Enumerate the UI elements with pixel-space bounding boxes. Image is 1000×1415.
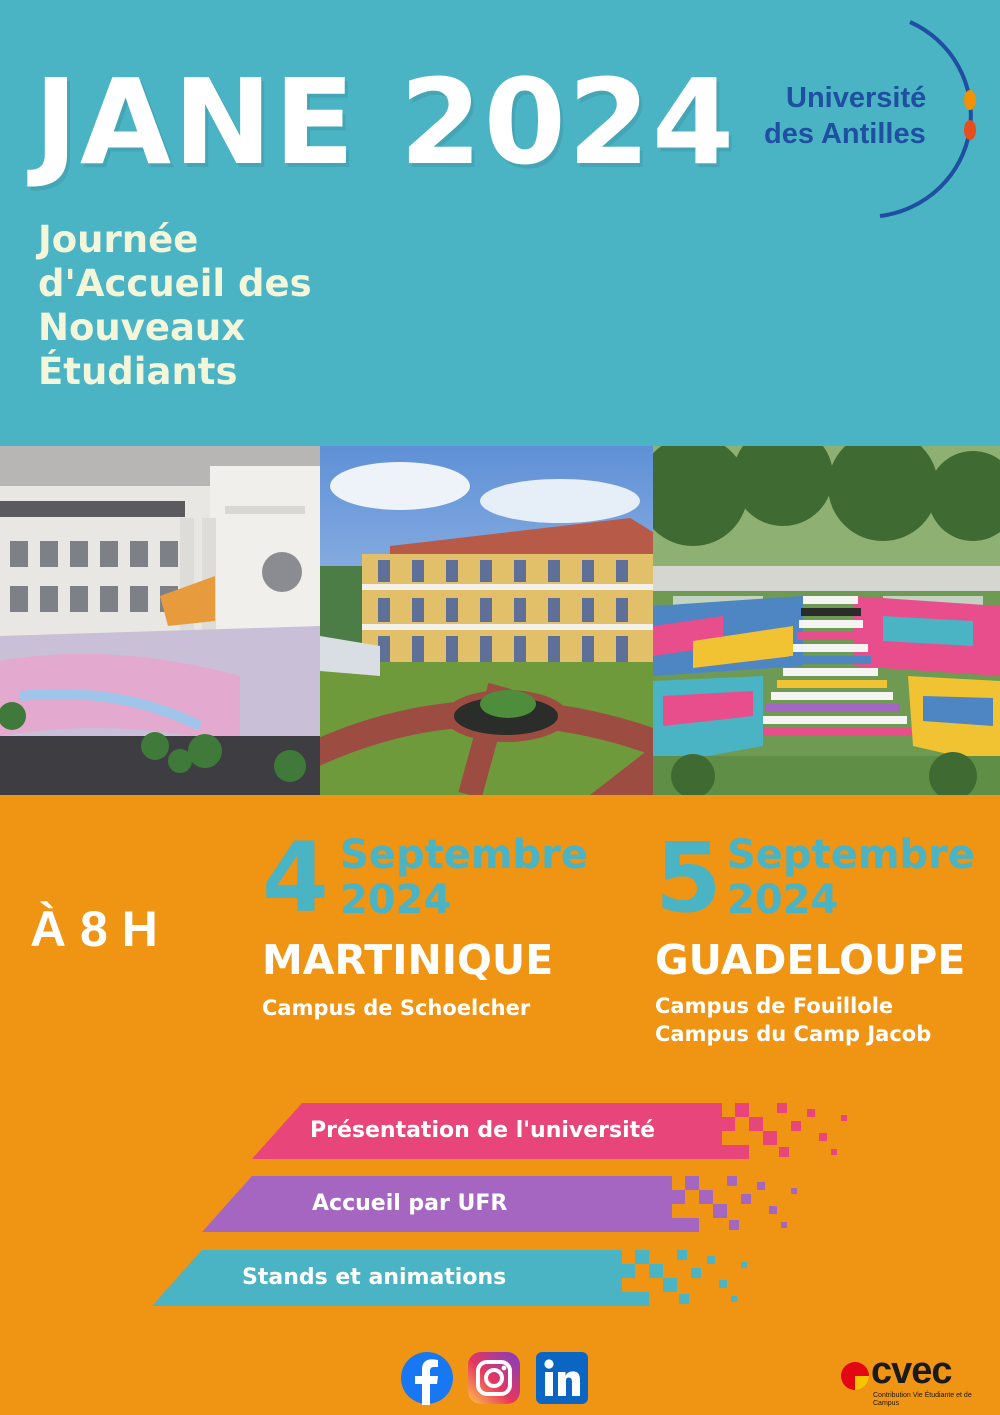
- pixel-trail-icon: [707, 1103, 852, 1159]
- program-label: Stands et animations: [242, 1265, 507, 1290]
- event-year: 2024: [340, 877, 452, 923]
- event-title: JANE 2024: [34, 53, 737, 191]
- header-band: [0, 0, 1000, 446]
- colonial-building-photo: [320, 446, 653, 795]
- event-day: 4: [262, 822, 329, 934]
- program-item-ufr: [202, 1176, 802, 1232]
- cvec-wordmark: cvec: [871, 1350, 952, 1392]
- subtitle-line: Nouveaux: [38, 306, 246, 349]
- program-label: Accueil par UFR: [312, 1191, 508, 1216]
- photo-strip: [0, 446, 1000, 795]
- start-time: À 8 H: [30, 901, 158, 957]
- pixel-trail-icon: [607, 1250, 752, 1306]
- campus-building-photo: [0, 446, 320, 795]
- event-campus: Campus de Fouillole: [655, 994, 894, 1018]
- event-campus: Campus du Camp Jacob: [655, 1022, 932, 1046]
- event-month: Septembre: [340, 832, 588, 878]
- linkedin-icon[interactable]: [535, 1351, 589, 1405]
- subtitle-line: Étudiants: [38, 350, 238, 393]
- pixel-trail-icon: [657, 1176, 802, 1232]
- event-year: 2024: [727, 877, 839, 923]
- event-martinique: [262, 822, 592, 1028]
- instagram-icon[interactable]: [467, 1351, 521, 1405]
- cvec-tagline: Contribution Vie Étudiante et de Campus: [873, 1392, 972, 1407]
- program-item-stands: [152, 1250, 752, 1306]
- logo-text-line1: Université: [786, 82, 927, 114]
- event-region: MARTINIQUE: [262, 936, 554, 984]
- event-region: GUADELOUPE: [655, 936, 966, 984]
- subtitle-line: d'Accueil des: [38, 262, 312, 305]
- facebook-icon[interactable]: [400, 1351, 454, 1405]
- logo-text-line2: des Antilles: [764, 118, 926, 150]
- event-campus: Campus de Schoelcher: [262, 996, 531, 1020]
- event-subtitle: [38, 218, 312, 394]
- subtitle-line: Journée: [38, 218, 199, 261]
- event-day: 5: [655, 822, 722, 934]
- program-label: Présentation de l'université: [310, 1118, 656, 1143]
- painted-stairs-photo: [653, 446, 1000, 795]
- event-guadeloupe: [655, 822, 985, 1058]
- cvec-logo: [835, 1352, 985, 1408]
- program-item-presentation: [252, 1103, 852, 1159]
- cvec-dot-icon: [835, 1356, 875, 1396]
- university-logo: [760, 18, 985, 223]
- event-month: Septembre: [727, 832, 975, 878]
